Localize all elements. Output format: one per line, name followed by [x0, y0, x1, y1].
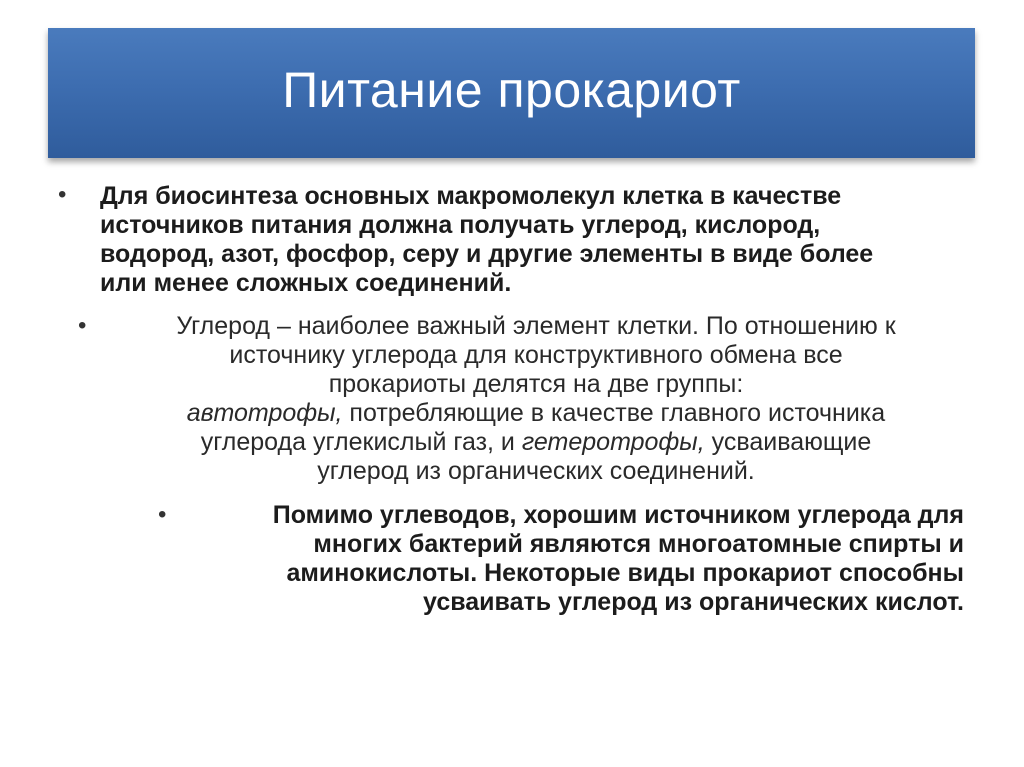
bullet-3-line-1: Помимо углеводов, хорошим источником углерода для: [272, 501, 964, 529]
bullet-2-line-3: прокариоты делятся на две группы:: [328, 370, 744, 398]
bullet-3-line-4: усваивать углерод из органических кислот.: [423, 588, 964, 616]
bullet-2-line-4: [116, 399, 956, 428]
bullet-2-line-1: Углерод – наиболее важный элемент клетки. По отношению к: [176, 312, 896, 340]
slide-title: Питание прокариот: [282, 62, 741, 118]
bullet-marker-3: •: [158, 501, 167, 528]
bullet-paragraph-1: [100, 182, 960, 298]
bullet-2-line-2: источнику углерода для конструктивного обмена все: [229, 341, 843, 369]
bullet-3-line-3: аминокислоты. Некоторые виды прокариот способны: [286, 559, 964, 587]
bullet-3-line-2: многих бактерий являются многоатомные спирты и: [313, 530, 964, 558]
bullet-2-line-6: углерод из органических соединений.: [317, 457, 755, 485]
bullet-2-line-5: [116, 428, 956, 457]
bullet-1-line-3: водород, азот, фосфор, серу и другие элементы в виде более: [100, 240, 874, 268]
bullet-1-line-1: Для биосинтеза основных макромолекул клетка в качестве: [100, 182, 842, 210]
bullet-marker-1: •: [58, 181, 67, 208]
bullet-paragraph-3: [198, 501, 964, 617]
bullet-paragraph-2: [116, 312, 956, 486]
bullet-2-line-5-start: углерода углекислый газ, и: [200, 428, 522, 456]
bullet-2-line-5-rest: усваивающие: [704, 428, 872, 456]
bullet-marker-2: •: [78, 312, 87, 339]
term-autotrophs: автотрофы,: [186, 399, 343, 427]
bullet-1-line-4: или менее сложных соединений.: [100, 269, 512, 297]
bullet-2-line-4-rest: потребляющие в качестве главного источника: [342, 399, 886, 427]
bullet-1-line-2: источников питания должна получать углерод, кислород,: [100, 211, 821, 239]
term-heterotrophs: гетеротрофы,: [521, 428, 705, 456]
title-bar: [48, 28, 975, 158]
